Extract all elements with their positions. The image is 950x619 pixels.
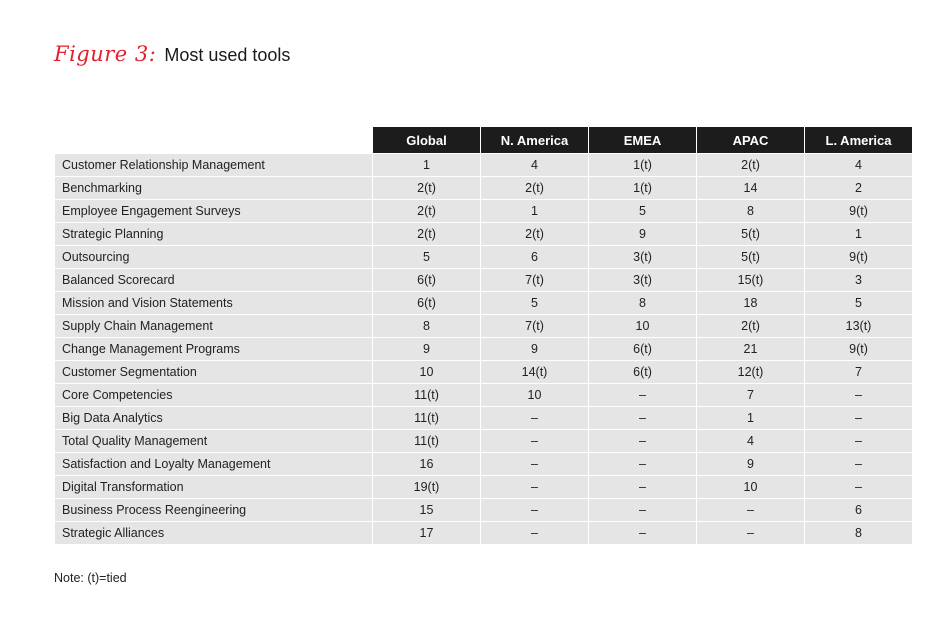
tool-name-cell: Satisfaction and Loyalty Management bbox=[55, 453, 372, 475]
rank-cell: 2(t) bbox=[481, 177, 588, 199]
rank-cell: 14 bbox=[697, 177, 804, 199]
rank-cell: 10 bbox=[589, 315, 696, 337]
tool-name-cell: Core Competencies bbox=[55, 384, 372, 406]
rank-cell: – bbox=[481, 453, 588, 475]
rank-cell: 15 bbox=[373, 499, 480, 521]
rank-cell: 2(t) bbox=[373, 177, 480, 199]
rank-cell: 1 bbox=[481, 200, 588, 222]
rank-cell: – bbox=[589, 407, 696, 429]
rank-cell: 1(t) bbox=[589, 177, 696, 199]
rank-cell: 5(t) bbox=[697, 246, 804, 268]
rank-cell: 7(t) bbox=[481, 315, 588, 337]
tool-name-cell: Strategic Planning bbox=[55, 223, 372, 245]
rank-cell: 6 bbox=[481, 246, 588, 268]
tool-name-cell: Digital Transformation bbox=[55, 476, 372, 498]
rank-cell: – bbox=[589, 453, 696, 475]
rank-cell: 8 bbox=[589, 292, 696, 314]
rank-cell: – bbox=[589, 522, 696, 544]
table-row bbox=[55, 200, 912, 222]
tools-table bbox=[54, 126, 913, 545]
rank-cell: – bbox=[481, 430, 588, 452]
table-row bbox=[55, 384, 912, 406]
table-body bbox=[55, 154, 912, 544]
table-row bbox=[55, 522, 912, 544]
table-row bbox=[55, 177, 912, 199]
rank-cell: – bbox=[589, 384, 696, 406]
rank-cell: 15(t) bbox=[697, 269, 804, 291]
table-row bbox=[55, 269, 912, 291]
rank-cell: 2(t) bbox=[697, 315, 804, 337]
column-header: L. America bbox=[805, 127, 912, 153]
rank-cell: 5 bbox=[373, 246, 480, 268]
rank-cell: 13(t) bbox=[805, 315, 912, 337]
rank-cell: 2 bbox=[805, 177, 912, 199]
table-row bbox=[55, 246, 912, 268]
rank-cell: 14(t) bbox=[481, 361, 588, 383]
table-row bbox=[55, 154, 912, 176]
rank-cell: 2(t) bbox=[481, 223, 588, 245]
rank-cell: – bbox=[481, 407, 588, 429]
rank-cell: 6(t) bbox=[373, 269, 480, 291]
rank-cell: 6 bbox=[805, 499, 912, 521]
figure-caption: Most used tools bbox=[164, 45, 291, 65]
tool-name-cell: Mission and Vision Statements bbox=[55, 292, 372, 314]
table-row bbox=[55, 292, 912, 314]
rank-cell: 2(t) bbox=[697, 154, 804, 176]
rank-cell: – bbox=[805, 407, 912, 429]
rank-cell: – bbox=[589, 476, 696, 498]
rank-cell: 6(t) bbox=[373, 292, 480, 314]
figure-title bbox=[54, 42, 290, 66]
rank-cell: 5 bbox=[805, 292, 912, 314]
rank-cell: 9 bbox=[373, 338, 480, 360]
tool-name-cell: Balanced Scorecard bbox=[55, 269, 372, 291]
rank-cell: – bbox=[589, 499, 696, 521]
rank-cell: 17 bbox=[373, 522, 480, 544]
tool-name-cell: Benchmarking bbox=[55, 177, 372, 199]
tool-name-cell: Change Management Programs bbox=[55, 338, 372, 360]
rank-cell: 8 bbox=[697, 200, 804, 222]
rank-cell: 18 bbox=[697, 292, 804, 314]
footnote: Note: (t)=tied bbox=[54, 571, 127, 585]
rank-cell: – bbox=[589, 430, 696, 452]
rank-cell: 7 bbox=[697, 384, 804, 406]
tool-name-cell: Strategic Alliances bbox=[55, 522, 372, 544]
table-row bbox=[55, 361, 912, 383]
rank-cell: 11(t) bbox=[373, 407, 480, 429]
tool-name-cell: Total Quality Management bbox=[55, 430, 372, 452]
tool-name-cell: Big Data Analytics bbox=[55, 407, 372, 429]
rank-cell: 5 bbox=[589, 200, 696, 222]
table-row bbox=[55, 315, 912, 337]
rank-cell: 3(t) bbox=[589, 269, 696, 291]
rank-cell: – bbox=[805, 430, 912, 452]
rank-cell: 2(t) bbox=[373, 223, 480, 245]
column-header: Global bbox=[373, 127, 480, 153]
rank-cell: 3 bbox=[805, 269, 912, 291]
rank-cell: 9(t) bbox=[805, 200, 912, 222]
column-header: EMEA bbox=[589, 127, 696, 153]
rank-cell: – bbox=[481, 499, 588, 521]
rank-cell: 10 bbox=[481, 384, 588, 406]
column-header: N. America bbox=[481, 127, 588, 153]
rank-cell: 11(t) bbox=[373, 430, 480, 452]
rank-cell: 9(t) bbox=[805, 246, 912, 268]
table-row bbox=[55, 499, 912, 521]
rank-cell: – bbox=[697, 522, 804, 544]
rank-cell: 1 bbox=[805, 223, 912, 245]
rank-cell: 10 bbox=[697, 476, 804, 498]
rank-cell: 5 bbox=[481, 292, 588, 314]
table-row bbox=[55, 430, 912, 452]
rank-cell: 6(t) bbox=[589, 338, 696, 360]
rank-cell: 4 bbox=[805, 154, 912, 176]
rank-cell: – bbox=[805, 384, 912, 406]
rank-cell: 21 bbox=[697, 338, 804, 360]
rank-cell: 6(t) bbox=[589, 361, 696, 383]
rank-cell: 9 bbox=[697, 453, 804, 475]
header-corner bbox=[55, 127, 372, 153]
rank-cell: – bbox=[697, 499, 804, 521]
tool-name-cell: Employee Engagement Surveys bbox=[55, 200, 372, 222]
rank-cell: 4 bbox=[697, 430, 804, 452]
rank-cell: 19(t) bbox=[373, 476, 480, 498]
rank-cell: 1(t) bbox=[589, 154, 696, 176]
rank-cell: 4 bbox=[481, 154, 588, 176]
table-header-row bbox=[55, 127, 912, 153]
rank-cell: 7 bbox=[805, 361, 912, 383]
rank-cell: 9(t) bbox=[805, 338, 912, 360]
rank-cell: 12(t) bbox=[697, 361, 804, 383]
table-row bbox=[55, 453, 912, 475]
rank-cell: 16 bbox=[373, 453, 480, 475]
table-row bbox=[55, 338, 912, 360]
rank-cell: 10 bbox=[373, 361, 480, 383]
rank-cell: 9 bbox=[481, 338, 588, 360]
rank-cell: 3(t) bbox=[589, 246, 696, 268]
table-row bbox=[55, 476, 912, 498]
rank-cell: 2(t) bbox=[373, 200, 480, 222]
rank-cell: – bbox=[481, 476, 588, 498]
rank-cell: – bbox=[805, 453, 912, 475]
rank-cell: – bbox=[805, 476, 912, 498]
rank-cell: 11(t) bbox=[373, 384, 480, 406]
column-header: APAC bbox=[697, 127, 804, 153]
rank-cell: 1 bbox=[373, 154, 480, 176]
figure-label: Figure 3: bbox=[54, 42, 157, 66]
rank-cell: – bbox=[481, 522, 588, 544]
tool-name-cell: Customer Segmentation bbox=[55, 361, 372, 383]
tool-name-cell: Outsourcing bbox=[55, 246, 372, 268]
rank-cell: 8 bbox=[805, 522, 912, 544]
rank-cell: 9 bbox=[589, 223, 696, 245]
rank-cell: 5(t) bbox=[697, 223, 804, 245]
tool-name-cell: Supply Chain Management bbox=[55, 315, 372, 337]
table-row bbox=[55, 407, 912, 429]
rank-cell: 8 bbox=[373, 315, 480, 337]
table-row bbox=[55, 223, 912, 245]
rank-cell: 7(t) bbox=[481, 269, 588, 291]
tool-name-cell: Customer Relationship Management bbox=[55, 154, 372, 176]
rank-cell: 1 bbox=[697, 407, 804, 429]
tool-name-cell: Business Process Reengineering bbox=[55, 499, 372, 521]
